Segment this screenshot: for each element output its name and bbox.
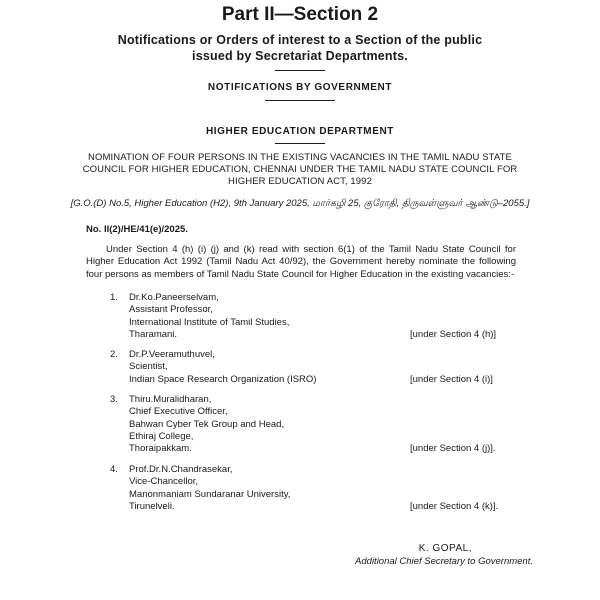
divider-rule (275, 70, 325, 71)
nominee-line: Manonmaniam Sundaranar University, (129, 488, 291, 500)
order-number: No. II(2)/HE/41(e)/2025. (86, 224, 188, 235)
nominee-line: Indian Space Research Organization (ISRO) (129, 373, 317, 385)
nominee-name: Dr.Ko.Paneerselvam, (129, 292, 219, 303)
subtitle-line-2: issued by Secretariat Departments. (192, 49, 408, 63)
nominee-details (129, 349, 316, 386)
nominee-line: Bahwan Cyber Tek Group and Head, (129, 418, 285, 430)
nominee-name: Dr.P.Veeramuthuvel, (129, 349, 215, 360)
department-heading: HIGHER EDUCATION DEPARTMENT (205, 126, 395, 137)
nominee-number: 3. (110, 394, 118, 405)
nominee-details (129, 394, 284, 455)
part-subtitle (0, 32, 600, 64)
nominee-line: Vice-Chancellor, (129, 476, 199, 488)
nominee-section: [under Section 4 (k)]. (410, 500, 499, 512)
notifications-heading: NOTIFICATIONS BY GOVERNMENT (207, 82, 393, 93)
body-paragraph: Under Section 4 (h) (i) (j) and (k) read with section 6(1) of the Tamil Nadu State Council for Higher Education Act 1992 (Tamil Nadu Act 40/92), the Government hereby nominate the following four persons as members of Tamil Nadu State Council for Higher Education in the existing vacancies:- (86, 244, 516, 280)
nominee-line: Ethiraj College, (129, 430, 194, 442)
nominee-line: Scientist, (129, 361, 168, 373)
part-title: Part II—Section 2 (221, 4, 379, 25)
nominee-line: Thoraipakkam. (129, 443, 192, 455)
divider-rule (265, 100, 335, 101)
nominee-number: 4. (110, 464, 118, 475)
signatory-title: Additional Chief Secretary to Government. (355, 556, 533, 567)
nominee-line: Tharamani. (129, 328, 178, 340)
nominee-name: Thiru.Muralidharan, (129, 394, 212, 405)
nominee-line: International Institute of Tamil Studies, (129, 316, 290, 328)
nominee-section: [under Section 4 (j)]. (410, 443, 496, 455)
nominee-details (129, 464, 290, 513)
divider-rule (275, 143, 325, 144)
nominee-details (129, 292, 289, 341)
signatory-name: K. GOPAL, (418, 543, 472, 554)
nominee-line: Tirunelveli. (129, 500, 175, 512)
subtitle-line-1: Notifications or Orders of interest to a Section of the public (117, 33, 483, 47)
nominee-section: [under Section 4 (i)] (410, 373, 493, 385)
nominee-line: Chief Executive Officer, (129, 406, 228, 418)
nominee-number: 2. (110, 349, 118, 360)
nominee-name: Prof.Dr.N.Chandrasekar, (129, 464, 233, 475)
nominee-section: [under Section 4 (h)] (410, 328, 497, 340)
nominee-number: 1. (110, 292, 118, 303)
nominee-line: Assistant Professor, (129, 304, 213, 316)
nomination-title: NOMINATION OF FOUR PERSONS IN THE EXISTING VACANCIES IN THE TAMIL NADU STATE COUNCIL FOR HIGHER EDUCATION, CHENNAI UNDER THE TAMIL NADU STATE COUNCIL FOR HIGHER EDUCATION ACT, 1992 (82, 152, 518, 187)
go-reference: [G.O.(D) No.5, Higher Education (H2), 9th January 2025, மார்கழி 25, குரோதி, திருவள்ளுவர் ஆண்டு–2055.] (70, 198, 530, 209)
